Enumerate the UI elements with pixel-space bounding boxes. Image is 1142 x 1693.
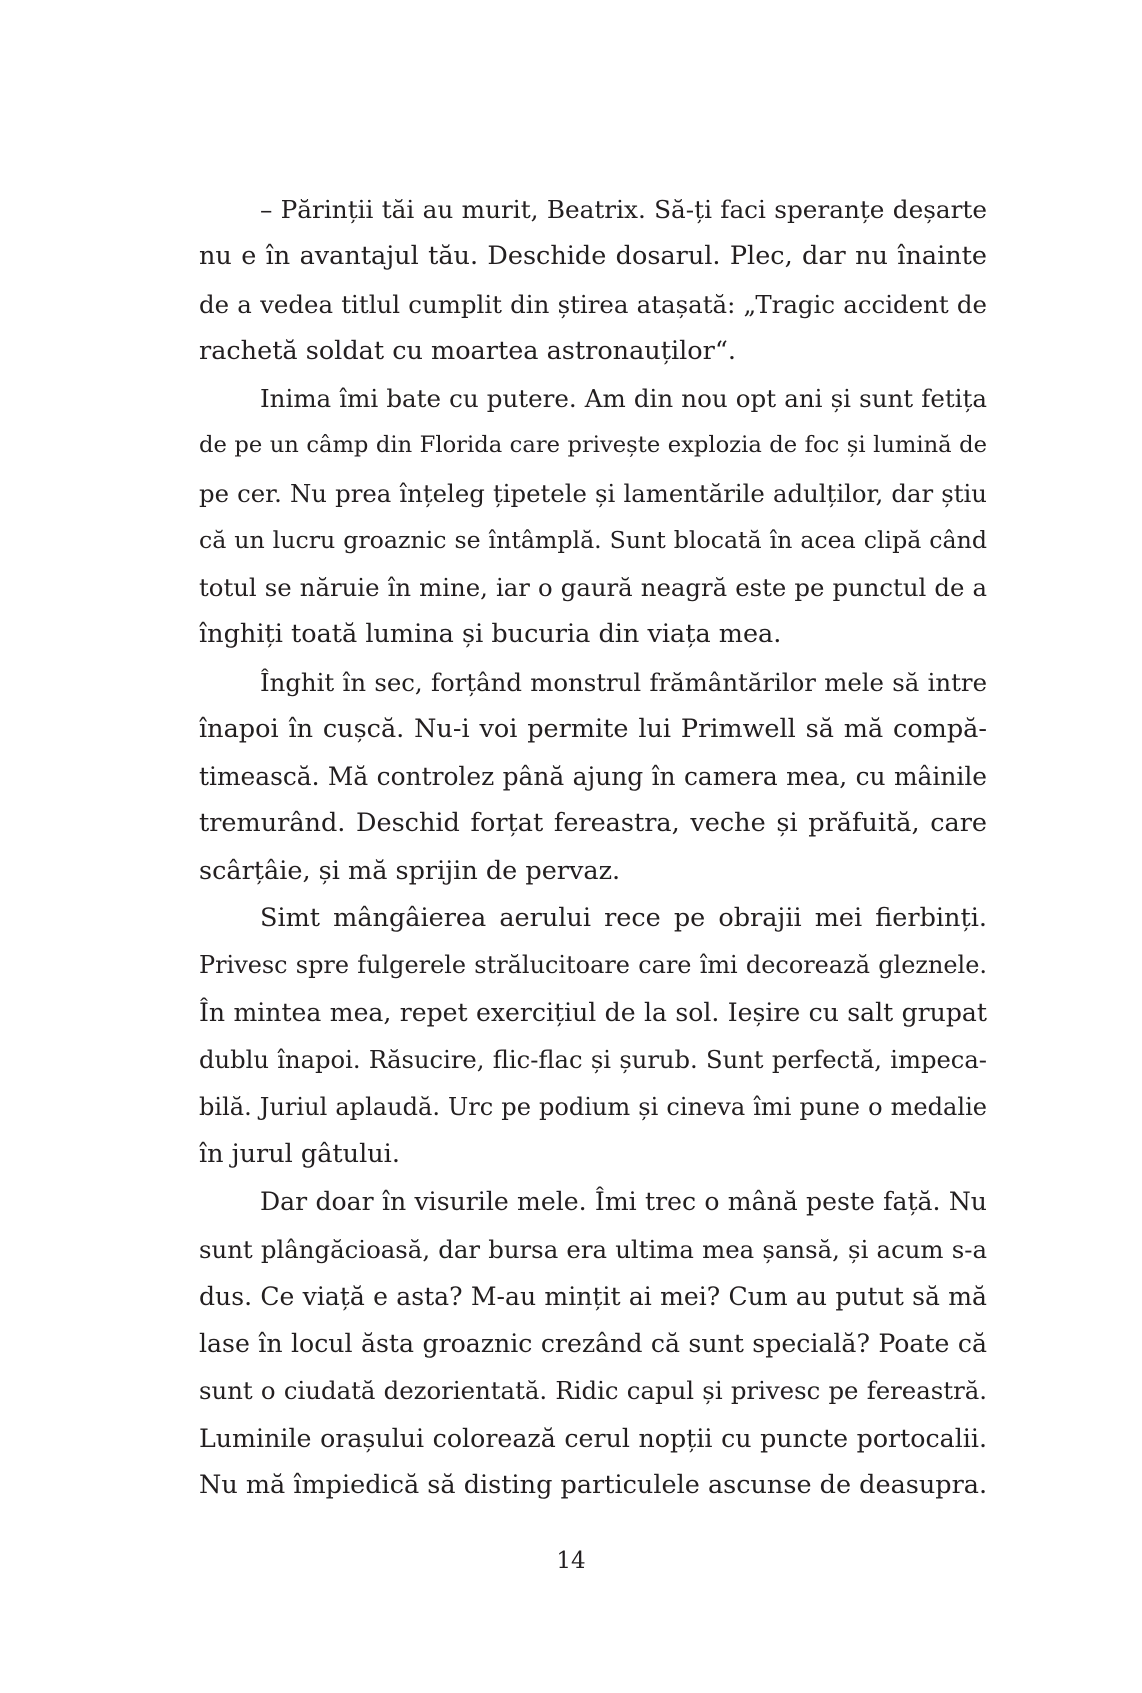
text-line: înghiți toată lumina și bucuria din viața mea.	[199, 619, 782, 650]
text-line: înapoi în cușcă. Nu-i voi permite lui Primwell să mă compă-	[199, 713, 987, 744]
text-line: Privesc spre fulgerele strălucitoare care îmi decorează gleznele.	[199, 951, 987, 979]
text-line: – Părinții tăi au murit, Beatrix. Să-ți faci speranțe deșarte	[260, 195, 987, 224]
text-line: tremurând. Deschid forțat fereastra, veche și prăfuită, care	[199, 808, 987, 839]
text-line: sunt o ciudată dezorientată. Ridic capul și privesc pe fereastră.	[199, 1376, 987, 1406]
text-line: totul se năruie în mine, iar o gaură neagră este pe punctul de a	[199, 573, 987, 602]
text-line: Inima îmi bate cu putere. Am din nou opt ani și sunt fetița	[260, 384, 987, 413]
text-line: că un lucru groaznic se întâmplă. Sunt blocată în acea clipă când	[199, 525, 987, 554]
text-line: Dar doar în visurile mele. Îmi trec o mână peste față. Nu	[260, 1187, 987, 1217]
text-line: lase în locul ăsta groaznic crezând că sunt specială? Poate că	[199, 1329, 987, 1358]
text-line: sunt plângăcioasă, dar bursa era ultima mea șansă, și acum s-a	[199, 1234, 987, 1264]
text-line: nu e în avantajul tău. Deschide dosarul. Plec, dar nu înainte	[199, 241, 987, 272]
text-line: rachetă soldat cu moartea astronauților“.	[199, 335, 736, 366]
body-text	[199, 186, 987, 1509]
text-line: în jurul gâtului.	[199, 1139, 400, 1169]
text-line: scârțâie, și mă sprijin de pervaz.	[199, 855, 621, 886]
text-line: pe cer. Nu prea înțeleg țipetele și lamentările adulților, dar știu	[199, 478, 987, 508]
text-line: Simt mângâierea aerului rece pe obrajii mei fierbinți.	[260, 902, 987, 933]
text-line: timească. Mă controlez până ajung în camera mea, cu mâinile	[199, 762, 987, 791]
text-line: dublu înapoi. Răsucire, flic-flac și șurub. Sunt perfectă, impeca-	[199, 1045, 987, 1074]
text-line: dus. Ce viață e asta? M-au mințit ai mei? Cum au putut să mă	[199, 1281, 987, 1311]
text-line: Luminile orașului colorează cerul nopții cu puncte portocalii.	[199, 1423, 987, 1453]
text-line: Nu mă împiedică să disting particulele ascunse de deasupra.	[199, 1469, 988, 1500]
page-number: 14	[556, 1548, 586, 1574]
text-line: de pe un câmp din Florida care privește explozia de foc și lumină de	[199, 432, 987, 459]
text-line: bilă. Juriul aplaudă. Urc pe podium și cineva îmi pune o medalie	[199, 1092, 987, 1121]
text-line: În mintea mea, repet exercițiul de la sol. Ieșire cu salt grupat	[199, 998, 987, 1028]
text-line: Înghit în sec, forțând monstrul frământărilor mele să intre	[260, 667, 987, 697]
text-line: de a vedea titlul cumplit din știrea atașată: „Tragic accident de	[199, 289, 987, 319]
